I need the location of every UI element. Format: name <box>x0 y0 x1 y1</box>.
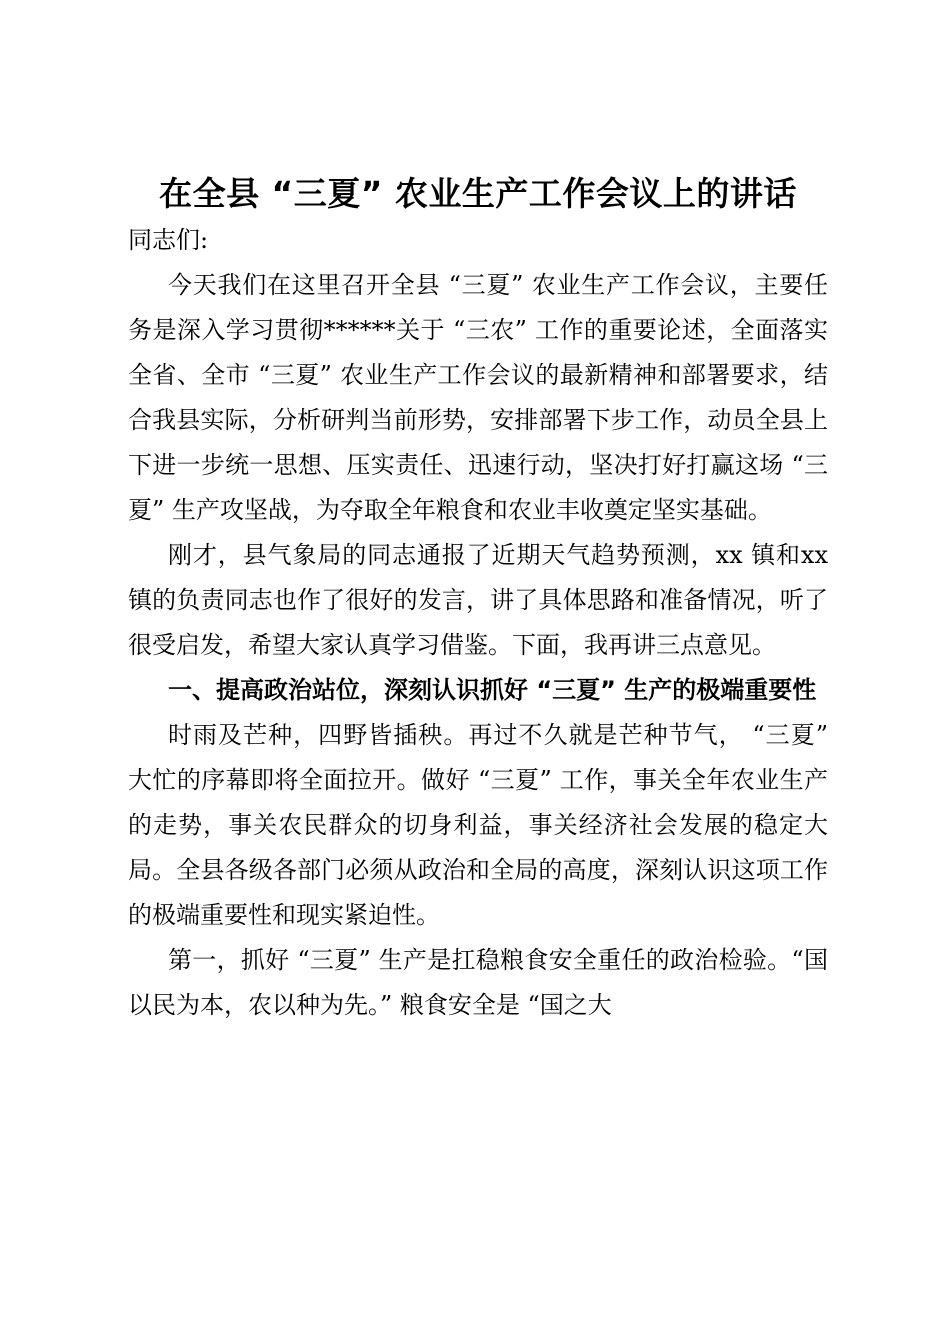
document-body <box>128 218 828 1028</box>
paragraph-section1-1: 时雨及芒种，四野皆插秧。再过不久就是芒种节气， “三夏” 大忙的序幕即将全面拉开。做好 “三夏” 工作，事关全年农业生产的走势，事关农民群众的切身利益，事关经济社会发展的稳定大局。全县各级各部门必须从政治和全局的高度，深刻认识这项工作的极端重要性和现实紧迫性。 <box>128 721 828 929</box>
paragraph-intro: 今天我们在这里召开全县 “三夏” 农业生产工作会议，主要任务是深入学习贯彻******关于 “三农” 工作的重要论述，全面落实全省、全市 “三夏” 农业生产工作会议的最新精神和部署要求，结合我县实际，分析研判当前形势，安排部署下步工作，动员全县上下进一步统一思想、压实责任、迅速行动，坚决打好打赢这场 “三夏” 生产攻坚战，为夺取全年粮食和农业丰收奠定坚实基础。 <box>128 271 828 524</box>
document-title: 在全县 “三夏” 农业生产工作会议上的讲话 <box>159 174 797 213</box>
paragraph-section1-2: 第一，抓好 “三夏” 生产是扛稳粮食安全重任的政治检验。“国以民为本，农以种为先。” 粮食安全是 “国之大 <box>128 946 828 1019</box>
salutation: 同志们: <box>128 226 209 254</box>
paragraph-reports: 刚才，县气象局的同志通报了近期天气趋势预测，xx 镇和xx 镇的负责同志也作了很好的发言，讲了具体思路和准备情况，听了很受启发，希望大家认真学习借鉴。下面，我再讲三点意见。 <box>128 541 828 659</box>
section-heading-1: 一、提高政治站位，深刻认识抓好 “三夏” 生产的极端重要性 <box>168 676 817 704</box>
